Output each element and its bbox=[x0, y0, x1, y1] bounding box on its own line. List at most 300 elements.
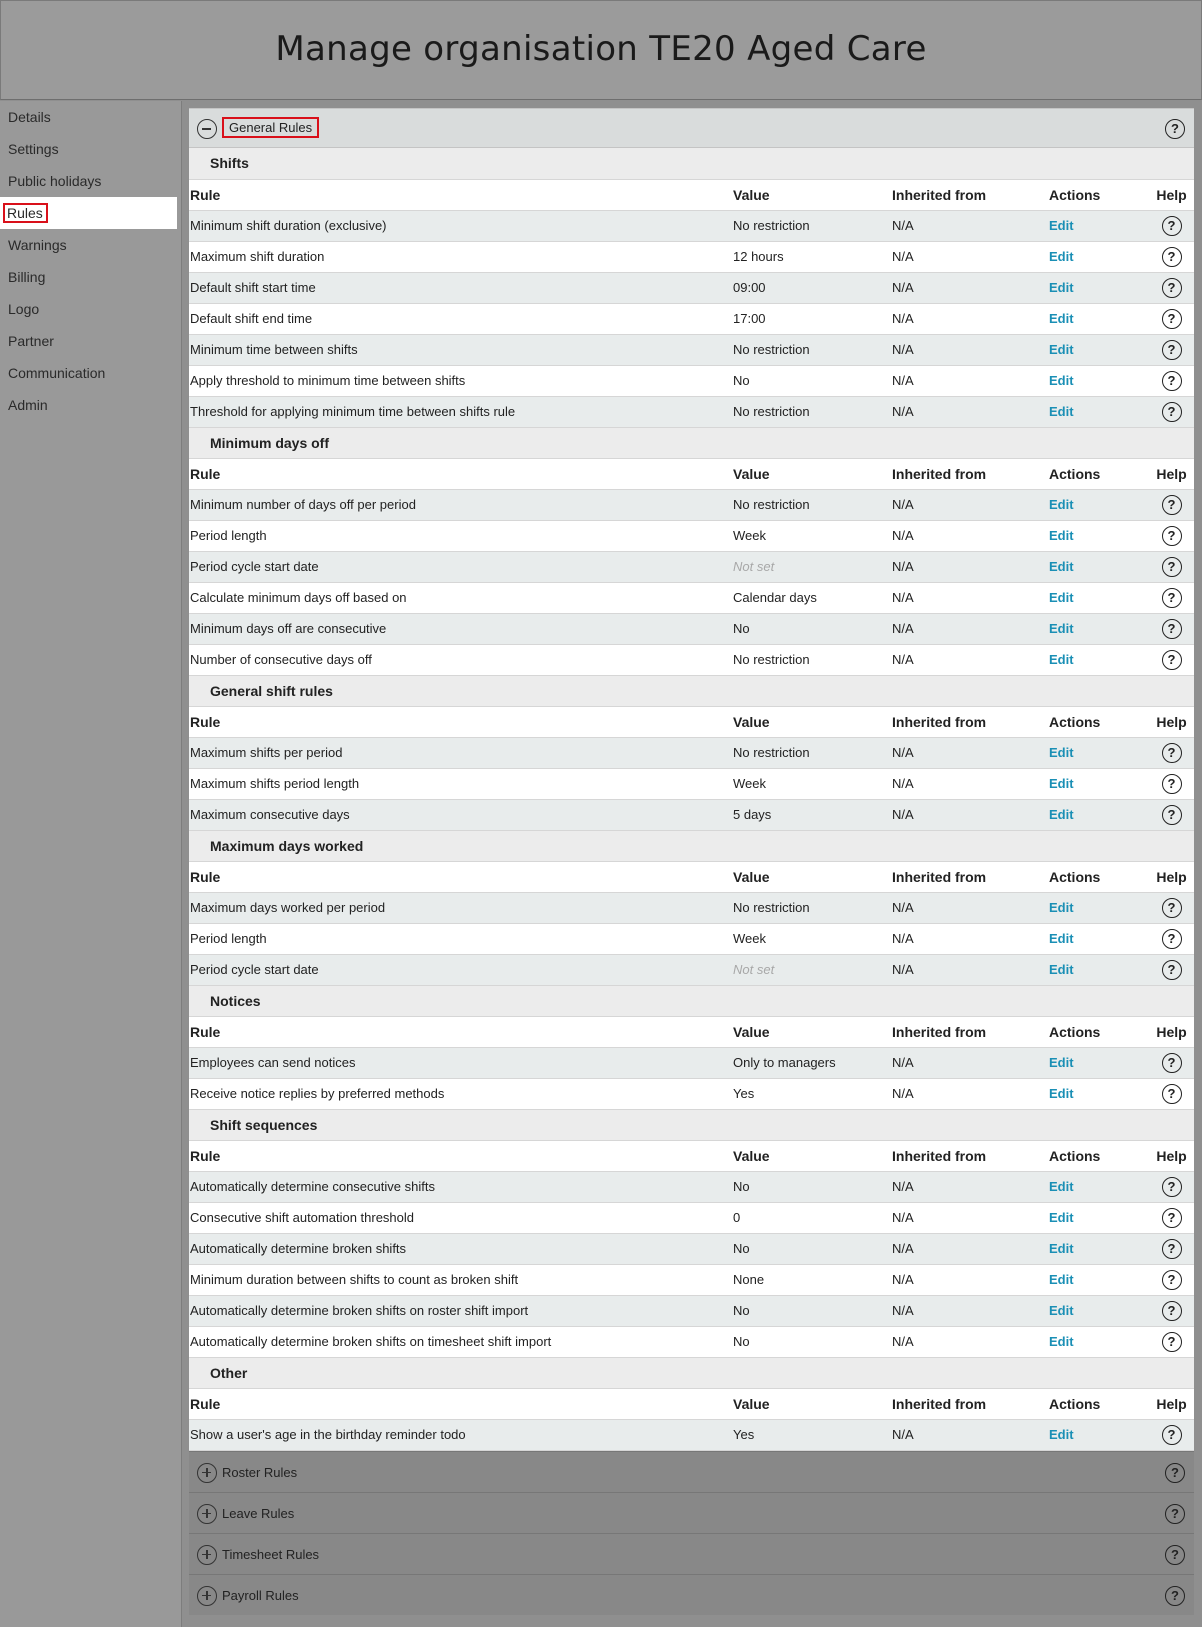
rule-group-header bbox=[189, 1357, 1194, 1388]
help-icon[interactable]: ? bbox=[1162, 898, 1182, 918]
table-row bbox=[189, 241, 1194, 272]
column-header-rule: Rule bbox=[189, 179, 733, 210]
expand-icon[interactable] bbox=[197, 1463, 217, 1483]
help-icon[interactable]: ? bbox=[1162, 309, 1182, 329]
rule-inherited-from: N/A bbox=[892, 551, 1049, 582]
rule-help bbox=[1149, 799, 1194, 830]
help-icon[interactable]: ? bbox=[1162, 402, 1182, 422]
table-row bbox=[189, 551, 1194, 582]
rule-value: No bbox=[733, 365, 892, 396]
table-row bbox=[189, 1233, 1194, 1264]
help-icon[interactable]: ? bbox=[1162, 526, 1182, 546]
edit-link[interactable]: Edit bbox=[1049, 590, 1074, 605]
rule-inherited-from: N/A bbox=[892, 737, 1049, 768]
page-title: Manage organisation TE20 Aged Care bbox=[275, 29, 927, 69]
column-header-value: Value bbox=[733, 861, 892, 892]
column-header-actions: Actions bbox=[1049, 1140, 1149, 1171]
rule-value: No restriction bbox=[733, 334, 892, 365]
rule-value: No bbox=[733, 1171, 892, 1202]
rule-value: Yes bbox=[733, 1078, 892, 1109]
column-header-help: Help bbox=[1149, 1140, 1194, 1171]
rule-actions bbox=[1049, 1202, 1149, 1233]
edit-link[interactable]: Edit bbox=[1049, 621, 1074, 636]
edit-link[interactable]: Edit bbox=[1049, 1427, 1074, 1442]
sidebar-item-billing[interactable] bbox=[0, 261, 181, 293]
rule-name: Automatically determine consecutive shifts bbox=[189, 1171, 733, 1202]
rule-help bbox=[1149, 210, 1194, 241]
rule-inherited-from: N/A bbox=[892, 520, 1049, 551]
rule-value: No restriction bbox=[733, 644, 892, 675]
rule-help bbox=[1149, 644, 1194, 675]
rule-name: Minimum time between shifts bbox=[189, 334, 733, 365]
rule-inherited-from: N/A bbox=[892, 489, 1049, 520]
rule-actions bbox=[1049, 954, 1149, 985]
rule-inherited-from: N/A bbox=[892, 582, 1049, 613]
rule-value: 12 hours bbox=[733, 241, 892, 272]
column-header-row bbox=[189, 861, 1194, 892]
rule-actions bbox=[1049, 1171, 1149, 1202]
edit-link[interactable]: Edit bbox=[1049, 1241, 1074, 1256]
rule-value: No restriction bbox=[733, 737, 892, 768]
help-icon[interactable]: ? bbox=[1162, 278, 1182, 298]
rule-help bbox=[1149, 582, 1194, 613]
rule-actions bbox=[1049, 1233, 1149, 1264]
help-icon[interactable]: ? bbox=[1165, 1504, 1185, 1524]
column-header-rule: Rule bbox=[189, 861, 733, 892]
rule-inherited-from: N/A bbox=[892, 1419, 1049, 1450]
edit-link[interactable]: Edit bbox=[1049, 1179, 1074, 1194]
column-header-inherited: Inherited from bbox=[892, 1140, 1049, 1171]
section-leave-rules[interactable] bbox=[189, 1492, 1194, 1533]
rule-actions bbox=[1049, 396, 1149, 427]
rule-group-header bbox=[189, 830, 1194, 861]
help-icon[interactable]: ? bbox=[1162, 1332, 1182, 1352]
rule-actions bbox=[1049, 489, 1149, 520]
edit-link[interactable]: Edit bbox=[1049, 1210, 1074, 1225]
rule-group-title: Shifts bbox=[189, 148, 1194, 179]
rule-name: Number of consecutive days off bbox=[189, 644, 733, 675]
edit-link[interactable]: Edit bbox=[1049, 1303, 1074, 1318]
sidebar-item-details[interactable] bbox=[0, 101, 181, 133]
rule-actions bbox=[1049, 1264, 1149, 1295]
rule-value: 09:00 bbox=[733, 272, 892, 303]
rule-group-header bbox=[189, 985, 1194, 1016]
table-row bbox=[189, 365, 1194, 396]
help-icon[interactable]: ? bbox=[1162, 619, 1182, 639]
rule-value: Yes bbox=[733, 1419, 892, 1450]
rule-help bbox=[1149, 737, 1194, 768]
table-row bbox=[189, 1171, 1194, 1202]
sidebar-item-partner[interactable] bbox=[0, 325, 181, 357]
help-icon[interactable]: ? bbox=[1162, 805, 1182, 825]
rule-help bbox=[1149, 365, 1194, 396]
column-header-help: Help bbox=[1149, 1016, 1194, 1047]
table-row bbox=[189, 520, 1194, 551]
rule-group-title: Other bbox=[189, 1357, 1194, 1388]
rule-actions bbox=[1049, 1047, 1149, 1078]
rule-actions bbox=[1049, 1078, 1149, 1109]
rule-group-header bbox=[189, 1109, 1194, 1140]
rule-name: Period length bbox=[189, 520, 733, 551]
rule-name: Minimum duration between shifts to count as broken shift bbox=[189, 1264, 733, 1295]
sidebar-item-label: Billing bbox=[8, 269, 46, 285]
general-rules-header[interactable] bbox=[189, 108, 1194, 148]
section-payroll-rules[interactable] bbox=[189, 1574, 1194, 1615]
rule-help bbox=[1149, 241, 1194, 272]
help-icon[interactable]: ? bbox=[1162, 1239, 1182, 1259]
help-icon[interactable]: ? bbox=[1162, 495, 1182, 515]
sidebar-item-public-holidays[interactable] bbox=[0, 165, 181, 197]
table-row bbox=[189, 334, 1194, 365]
rule-value: No bbox=[733, 1233, 892, 1264]
rule-inherited-from: N/A bbox=[892, 1171, 1049, 1202]
edit-link[interactable]: Edit bbox=[1049, 652, 1074, 667]
edit-link[interactable]: Edit bbox=[1049, 807, 1074, 822]
rule-help bbox=[1149, 1078, 1194, 1109]
rule-name: Calculate minimum days off based on bbox=[189, 582, 733, 613]
rule-group-header bbox=[189, 148, 1194, 179]
rule-actions bbox=[1049, 551, 1149, 582]
rule-actions bbox=[1049, 210, 1149, 241]
rule-help bbox=[1149, 892, 1194, 923]
help-icon[interactable]: ? bbox=[1162, 960, 1182, 980]
rule-inherited-from: N/A bbox=[892, 613, 1049, 644]
section-roster-rules[interactable] bbox=[189, 1451, 1194, 1492]
section-title[interactable]: Leave Rules bbox=[222, 1505, 295, 1521]
column-header-row bbox=[189, 1016, 1194, 1047]
table-row bbox=[189, 892, 1194, 923]
rule-help bbox=[1149, 1264, 1194, 1295]
table-row bbox=[189, 489, 1194, 520]
rule-actions bbox=[1049, 365, 1149, 396]
help-icon[interactable]: ? bbox=[1162, 588, 1182, 608]
rule-help bbox=[1149, 551, 1194, 582]
rule-help bbox=[1149, 1047, 1194, 1078]
table-row bbox=[189, 923, 1194, 954]
help-icon[interactable]: ? bbox=[1162, 1425, 1182, 1445]
table-row bbox=[189, 582, 1194, 613]
edit-link[interactable]: Edit bbox=[1049, 1086, 1074, 1101]
help-icon[interactable]: ? bbox=[1165, 1586, 1185, 1606]
help-icon[interactable]: ? bbox=[1162, 650, 1182, 670]
rule-help bbox=[1149, 613, 1194, 644]
section-title[interactable]: Roster Rules bbox=[222, 1464, 298, 1480]
rule-name: Period length bbox=[189, 923, 733, 954]
sidebar-item-admin[interactable] bbox=[0, 389, 181, 421]
expand-icon[interactable] bbox=[197, 1504, 217, 1524]
expand-icon[interactable] bbox=[197, 1545, 217, 1565]
help-icon[interactable]: ? bbox=[1165, 119, 1185, 139]
edit-link[interactable]: Edit bbox=[1049, 497, 1074, 512]
column-header-value: Value bbox=[733, 1140, 892, 1171]
rule-inherited-from: N/A bbox=[892, 768, 1049, 799]
sidebar-item-warnings[interactable] bbox=[0, 229, 181, 261]
sidebar bbox=[0, 101, 182, 1627]
help-icon[interactable]: ? bbox=[1162, 1301, 1182, 1321]
rule-name: Automatically determine broken shifts on roster shift import bbox=[189, 1295, 733, 1326]
help-icon[interactable]: ? bbox=[1162, 743, 1182, 763]
help-icon[interactable]: ? bbox=[1162, 371, 1182, 391]
rule-name: Maximum shifts per period bbox=[189, 737, 733, 768]
rule-value: No bbox=[733, 1326, 892, 1357]
column-header-rule: Rule bbox=[189, 458, 733, 489]
edit-link[interactable]: Edit bbox=[1049, 900, 1074, 915]
table-row bbox=[189, 1295, 1194, 1326]
rule-value: 0 bbox=[733, 1202, 892, 1233]
rule-name: Maximum days worked per period bbox=[189, 892, 733, 923]
rule-inherited-from: N/A bbox=[892, 241, 1049, 272]
rule-name: Minimum number of days off per period bbox=[189, 489, 733, 520]
rule-inherited-from: N/A bbox=[892, 1233, 1049, 1264]
rule-name: Period cycle start date bbox=[189, 551, 733, 582]
column-header-value: Value bbox=[733, 179, 892, 210]
rule-help bbox=[1149, 303, 1194, 334]
rule-value: Week bbox=[733, 520, 892, 551]
rule-actions bbox=[1049, 520, 1149, 551]
sidebar-item-communication[interactable] bbox=[0, 357, 181, 389]
table-row bbox=[189, 1326, 1194, 1357]
table-row bbox=[189, 1419, 1194, 1450]
rule-value: No bbox=[733, 613, 892, 644]
edit-link[interactable]: Edit bbox=[1049, 342, 1074, 357]
column-header-value: Value bbox=[733, 706, 892, 737]
help-icon[interactable]: ? bbox=[1162, 216, 1182, 236]
rule-help bbox=[1149, 489, 1194, 520]
rule-name: Receive notice replies by preferred methods bbox=[189, 1078, 733, 1109]
rule-value: None bbox=[733, 1264, 892, 1295]
sidebar-item-settings[interactable] bbox=[0, 133, 181, 165]
edit-link[interactable]: Edit bbox=[1049, 373, 1074, 388]
rule-actions bbox=[1049, 613, 1149, 644]
rule-inherited-from: N/A bbox=[892, 1078, 1049, 1109]
sidebar-item-label: Rules bbox=[3, 203, 48, 223]
sidebar-item-label: Warnings bbox=[8, 237, 67, 253]
expand-icon[interactable] bbox=[197, 1586, 217, 1606]
rule-actions bbox=[1049, 582, 1149, 613]
column-header-actions: Actions bbox=[1049, 706, 1149, 737]
table-row bbox=[189, 737, 1194, 768]
column-header-inherited: Inherited from bbox=[892, 1388, 1049, 1419]
table-row bbox=[189, 799, 1194, 830]
rule-help bbox=[1149, 272, 1194, 303]
table-row bbox=[189, 396, 1194, 427]
rule-help bbox=[1149, 1171, 1194, 1202]
rule-name: Consecutive shift automation threshold bbox=[189, 1202, 733, 1233]
rule-name: Automatically determine broken shifts bbox=[189, 1233, 733, 1264]
edit-link[interactable]: Edit bbox=[1049, 962, 1074, 977]
column-header-value: Value bbox=[733, 458, 892, 489]
column-header-help: Help bbox=[1149, 1388, 1194, 1419]
rule-inherited-from: N/A bbox=[892, 1202, 1049, 1233]
rule-group-title: Shift sequences bbox=[189, 1109, 1194, 1140]
rule-help bbox=[1149, 1326, 1194, 1357]
edit-link[interactable]: Edit bbox=[1049, 931, 1074, 946]
help-icon[interactable]: ? bbox=[1162, 774, 1182, 794]
rule-value: Week bbox=[733, 768, 892, 799]
table-row bbox=[189, 303, 1194, 334]
section-title[interactable]: Timesheet Rules bbox=[222, 1546, 320, 1562]
rule-name: Automatically determine broken shifts on timesheet shift import bbox=[189, 1326, 733, 1357]
rule-actions bbox=[1049, 272, 1149, 303]
edit-link[interactable]: Edit bbox=[1049, 1334, 1074, 1349]
rule-inherited-from: N/A bbox=[892, 396, 1049, 427]
sidebar-item-label: Partner bbox=[8, 333, 54, 349]
sidebar-item-label: Settings bbox=[8, 141, 59, 157]
general-rules-title[interactable]: General Rules bbox=[222, 117, 319, 138]
rule-actions bbox=[1049, 737, 1149, 768]
rule-value: No restriction bbox=[733, 892, 892, 923]
sidebar-item-logo[interactable] bbox=[0, 293, 181, 325]
help-icon[interactable]: ? bbox=[1165, 1463, 1185, 1483]
rule-help bbox=[1149, 520, 1194, 551]
rule-help bbox=[1149, 334, 1194, 365]
column-header-rule: Rule bbox=[189, 706, 733, 737]
column-header-row bbox=[189, 1388, 1194, 1419]
table-row bbox=[189, 272, 1194, 303]
rule-inherited-from: N/A bbox=[892, 644, 1049, 675]
rule-inherited-from: N/A bbox=[892, 334, 1049, 365]
rule-inherited-from: N/A bbox=[892, 365, 1049, 396]
rule-actions bbox=[1049, 1326, 1149, 1357]
sidebar-item-label: Details bbox=[8, 109, 51, 125]
rule-help bbox=[1149, 923, 1194, 954]
sidebar-item-label: Admin bbox=[8, 397, 48, 413]
rule-inherited-from: N/A bbox=[892, 210, 1049, 241]
rule-inherited-from: N/A bbox=[892, 923, 1049, 954]
help-icon[interactable]: ? bbox=[1162, 557, 1182, 577]
rule-name: Period cycle start date bbox=[189, 954, 733, 985]
general-rules-table bbox=[189, 148, 1194, 1451]
rule-name: Minimum shift duration (exclusive) bbox=[189, 210, 733, 241]
rule-name: Minimum days off are consecutive bbox=[189, 613, 733, 644]
column-header-help: Help bbox=[1149, 861, 1194, 892]
rule-actions bbox=[1049, 892, 1149, 923]
rule-actions bbox=[1049, 303, 1149, 334]
column-header-inherited: Inherited from bbox=[892, 706, 1049, 737]
column-header-actions: Actions bbox=[1049, 1016, 1149, 1047]
edit-link[interactable]: Edit bbox=[1049, 559, 1074, 574]
edit-link[interactable]: Edit bbox=[1049, 1272, 1074, 1287]
column-header-actions: Actions bbox=[1049, 458, 1149, 489]
column-header-rule: Rule bbox=[189, 1016, 733, 1047]
rule-name: Apply threshold to minimum time between shifts bbox=[189, 365, 733, 396]
rule-help bbox=[1149, 1295, 1194, 1326]
rule-group-title: Notices bbox=[189, 985, 1194, 1016]
rule-inherited-from: N/A bbox=[892, 1295, 1049, 1326]
column-header-rule: Rule bbox=[189, 1140, 733, 1171]
table-row bbox=[189, 768, 1194, 799]
rule-inherited-from: N/A bbox=[892, 1264, 1049, 1295]
help-icon[interactable]: ? bbox=[1162, 929, 1182, 949]
column-header-row bbox=[189, 706, 1194, 737]
rule-name: Threshold for applying minimum time between shifts rule bbox=[189, 396, 733, 427]
column-header-value: Value bbox=[733, 1388, 892, 1419]
column-header-inherited: Inherited from bbox=[892, 179, 1049, 210]
rule-help bbox=[1149, 396, 1194, 427]
section-title[interactable]: Payroll Rules bbox=[222, 1587, 299, 1603]
column-header-actions: Actions bbox=[1049, 179, 1149, 210]
edit-link[interactable]: Edit bbox=[1049, 249, 1074, 264]
rule-inherited-from: N/A bbox=[892, 892, 1049, 923]
rule-actions bbox=[1049, 768, 1149, 799]
edit-link[interactable]: Edit bbox=[1049, 528, 1074, 543]
help-icon[interactable]: ? bbox=[1162, 1270, 1182, 1290]
edit-link[interactable]: Edit bbox=[1049, 745, 1074, 760]
table-row bbox=[189, 954, 1194, 985]
column-header-rule: Rule bbox=[189, 1388, 733, 1419]
table-row bbox=[189, 644, 1194, 675]
rule-help bbox=[1149, 1419, 1194, 1450]
rule-value: No restriction bbox=[733, 489, 892, 520]
help-icon[interactable]: ? bbox=[1162, 1208, 1182, 1228]
help-icon[interactable]: ? bbox=[1162, 1084, 1182, 1104]
page-header bbox=[0, 0, 1202, 100]
rule-group-header bbox=[189, 675, 1194, 706]
edit-link[interactable]: Edit bbox=[1049, 311, 1074, 326]
sidebar-item-label: Logo bbox=[8, 301, 40, 317]
rule-actions bbox=[1049, 923, 1149, 954]
rule-group-title: Maximum days worked bbox=[189, 830, 1194, 861]
rule-actions bbox=[1049, 644, 1149, 675]
rule-name: Show a user's age in the birthday reminder todo bbox=[189, 1419, 733, 1450]
column-header-inherited: Inherited from bbox=[892, 861, 1049, 892]
column-header-inherited: Inherited from bbox=[892, 1016, 1049, 1047]
rule-value: No restriction bbox=[733, 210, 892, 241]
edit-link[interactable]: Edit bbox=[1049, 280, 1074, 295]
help-icon[interactable]: ? bbox=[1162, 340, 1182, 360]
sidebar-item-label: Communication bbox=[8, 365, 106, 381]
edit-link[interactable]: Edit bbox=[1049, 1055, 1074, 1070]
rule-value: Calendar days bbox=[733, 582, 892, 613]
column-header-help: Help bbox=[1149, 179, 1194, 210]
edit-link[interactable]: Edit bbox=[1049, 776, 1074, 791]
main-content bbox=[189, 108, 1194, 1615]
rule-group-title: General shift rules bbox=[189, 675, 1194, 706]
rule-name: Maximum shifts period length bbox=[189, 768, 733, 799]
column-header-row bbox=[189, 179, 1194, 210]
rule-value: No bbox=[733, 1295, 892, 1326]
rule-value: Only to managers bbox=[733, 1047, 892, 1078]
column-header-actions: Actions bbox=[1049, 1388, 1149, 1419]
section-timesheet-rules[interactable] bbox=[189, 1533, 1194, 1574]
help-icon[interactable]: ? bbox=[1162, 1053, 1182, 1073]
table-row bbox=[189, 1202, 1194, 1233]
table-row bbox=[189, 613, 1194, 644]
rule-name: Default shift end time bbox=[189, 303, 733, 334]
rule-group-title: Minimum days off bbox=[189, 427, 1194, 458]
rule-value: No restriction bbox=[733, 396, 892, 427]
rule-actions bbox=[1049, 1295, 1149, 1326]
rule-inherited-from: N/A bbox=[892, 1326, 1049, 1357]
table-row bbox=[189, 210, 1194, 241]
rule-inherited-from: N/A bbox=[892, 799, 1049, 830]
rule-name: Maximum consecutive days bbox=[189, 799, 733, 830]
sidebar-item-rules[interactable] bbox=[0, 197, 177, 229]
collapse-icon[interactable] bbox=[197, 119, 217, 139]
column-header-help: Help bbox=[1149, 706, 1194, 737]
column-header-help: Help bbox=[1149, 458, 1194, 489]
rule-inherited-from: N/A bbox=[892, 954, 1049, 985]
rule-name: Employees can send notices bbox=[189, 1047, 733, 1078]
edit-link[interactable]: Edit bbox=[1049, 404, 1074, 419]
edit-link[interactable]: Edit bbox=[1049, 218, 1074, 233]
help-icon[interactable]: ? bbox=[1162, 1177, 1182, 1197]
help-icon[interactable]: ? bbox=[1162, 247, 1182, 267]
rule-actions bbox=[1049, 334, 1149, 365]
rule-help bbox=[1149, 1233, 1194, 1264]
help-icon[interactable]: ? bbox=[1165, 1545, 1185, 1565]
rule-help bbox=[1149, 768, 1194, 799]
